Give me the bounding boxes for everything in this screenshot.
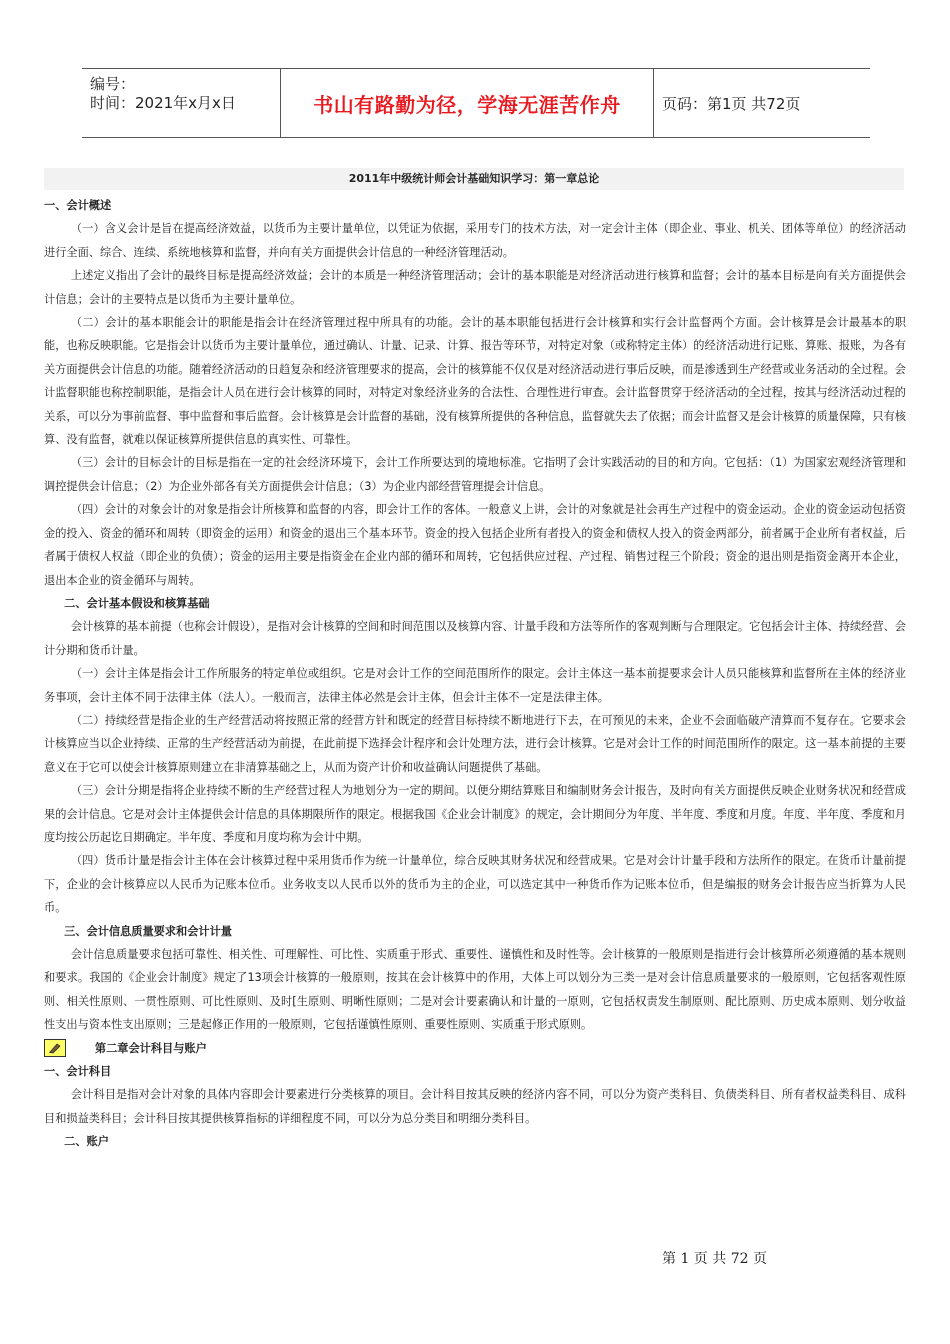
document-body (44, 194, 906, 1154)
chapter-heading (44, 1037, 906, 1060)
paragraph: 会计核算的基本前提（也称会计假设），是指对会计核算的空间和时间范围以及核算内容、计量手段和方法等所作的客观判断与合理限定。它包括会计主体、持续经营、会计分期和货币计量。 (44, 620, 906, 657)
section-heading: 一、会计概述 (44, 199, 112, 212)
paragraph: （三）会计分期是指将企业持续不断的生产经营过程人为地划分为一定的期间。以便分期结算账目和编制财务会计报告，及时向有关方面提供反映企业财务状况和经营成果的会计信息。它是对会计主体提供会计信息的具体期限所作的限定。根据我国《企业会计制度》的规定，会计期间分为年度、半年度、季度和月度。年度、半年度、季度和月度均按公历起讫日期确定。半年度、季度和月度均称为会计中期。 (44, 784, 906, 844)
paragraph: （四）货币计量是指会计主体在会计核算过程中采用货币作为统一计量单位，综合反映其财务状况和经营成果。它是对会计计量手段和方法所作的限定。在货币计量前提下，企业的会计核算应以人民币为记账本位币。业务收支以人民币以外的货币为主的企业，可以选定其中一种货币作为记账本位币，但是编报的财务会计报告应当折算为人民币。 (44, 854, 906, 915)
header-left-cell (82, 69, 280, 137)
paragraph: （四）会计的对象会计的对象是指会计所核算和监督的内容，即会计工作的客体。一般意义上讲，会计的对象就是社会再生产过程中的资金运动。企业的资金运动包括资金的投入、资金的循环和周转（即资金的运用）和资金的退出三个基本环节。资金的投入包括企业所有者投入的资金和债权人投入的资金两部分，前者属于企业所有者权益，后者属于债权人权益（即企业的负债）；资金的运用主要是指资金在企业内部的循环和周转，它包括供应过程、产过程、销售过程三个阶段；资金的退出则是指资金离开本企业，退出本企业的资金循环与周转。 (44, 503, 906, 587)
header-table (82, 68, 870, 138)
section-heading: 二、账户 (64, 1135, 109, 1149)
paragraph: 上述定义指出了会计的最终目标是提高经济效益；会计的本质是一种经济管理活动；会计的基本职能是对经济活动进行核算和监督；会计的基本目标是向有关方面提供会计信息；会计的主要特点是以货币为主要计量单位。 (44, 269, 906, 306)
page-info: 页码：第1页 共72页 (662, 94, 801, 113)
document-title: 2011年中级统计师会计基础知识学习：第一章总论 (44, 168, 904, 190)
time-label: 时间：2021年x月x日 (90, 94, 236, 112)
paragraph: （一）会计主体是指会计工作所服务的特定单位或组织。它是对会计工作的空间范围所作的限定。会计主体这一基本前提要求会计人员只能核算和监督所在主体的经济业务事项，会计主体不同于法律主体（法人）。一般而言，法律主体必然是会计主体，但会计主体不一定是法律主体。 (44, 667, 906, 704)
chapter-heading-text: 第二章会计科目与账户 (94, 1041, 207, 1055)
paragraph: （三）会计的目标会计的目标是指在一定的社会经济环境下，会计工作所要达到的境地标准。它指明了会计实践活动的目的和方向。它包括：（1）为国家宏观经济管理和调控提供会计信息；（2）为企业外部各有关方面提供会计信息；（3）为企业内部经营管理提会计信息。 (44, 456, 906, 493)
pencil-icon (44, 1039, 66, 1057)
paragraph: （一）含义会计是旨在提高经济效益，以货币为主要计量单位，以凭证为依据，采用专门的技术方法，对一定会计主体（即企业、事业、机关、团体等单位）的经济活动进行全面、综合、连续、系统地核算和监督，并向有关方面提供会计信息的一种经济管理活动。 (44, 222, 906, 259)
motto: 书山有路勤为径，学海无涯苦作舟 (280, 69, 654, 137)
number-label: 编号： (90, 75, 136, 93)
page-footer: 第 1 页 共 72 页 (662, 1251, 767, 1267)
paragraph: （二）持续经营是指企业的生产经营活动将按照正常的经营方针和既定的经营目标持续不断地进行下去，在可预见的未来，企业不会面临破产清算而不复存在。它要求会计核算应当以企业持续、正常的生产经营活动为前提，在此前提下选择会计程序和会计处理方法，进行会计核算。它是对会计工作的时间范围所作的限定。这一基本前提的主要意义在于它可以使会计核算原则建立在非清算基础之上，从而为资产计价和收益确认问题提供了基础。 (44, 713, 906, 774)
section-heading: 二、会计基本假设和核算基础 (64, 596, 210, 610)
paragraph: 会计信息质量要求包括可靠性、相关性、可理解性、可比性、实质重于形式、重要性、谨慎性和及时性等。会计核算的一般原则是指进行会计核算所必须遵循的基本规则和要求。我国的《企业会计制度》规定了13项会计核算的一般原则，按其在会计核算中的作用，大体上可以划分为三类一是对会计信息质量要求的一般原则，它包括客观性原则、相关性原则、一贯性原则、可比性原则、及时[生原则、明晰性原则；二是对会计要素确认和计量的一原则，它包括权责发生制原则、配比原则、历史成本原则、划分收益性支出与资本性支出原则；三是起修正作用的一般原则，它包括谨慎性原则、重要性原则、实质重于形式原则。 (44, 948, 906, 1032)
paragraph: 会计科目是指对会计对象的具体内容即会计要素进行分类核算的项目。会计科目按其反映的经济内容不同，可以分为资产类科目、负债类科目、所有者权益类科目、成科目和损益类科目；会计科目按其提供核算指标的详细程度不同，可以分为总分类目和明细分类科目。 (44, 1088, 906, 1125)
paragraph: （二）会计的基本职能会计的职能是指会计在经济管理过程中所具有的功能。会计的基本职能包括进行会计核算和实行会计监督两个方面。会计核算是会计最基本的职能，也称反映职能。它是指会计以货币为主要计量单位，通过确认、计量、记录、计算、报告等环节，对特定对象（或称特定主体）的经济活动进行记账、算账、报账，为各有关方面提供会计信息的功能。随着经济活动的日趋复杂和经济管理要求的提高，会计的核算能不仅仅是对经济活动进行事后反映，而是渗透到生产经营或业务活动的全过程。会计监督职能也称控制职能，是指会计人员在进行会计核算的同时，对特定对象经济业务的合法性、合理性进行审查。会计监督贯穿于经济活动的全过程，按其与经济活动过程的关系，可以分为事前监督、事中监督和事后监督。会计核算是会计监督的基础，没有核算所提供的各种信息，监督就失去了依据；而会计监督又是会计核算的质量保障，只有核算、没有监督，就难以保证核算所提供信息的真实性、可靠性。 (44, 316, 906, 447)
section-heading: 一、会计科目 (44, 1065, 112, 1079)
section-heading: 三、会计信息质量要求和会计计量 (64, 924, 232, 938)
